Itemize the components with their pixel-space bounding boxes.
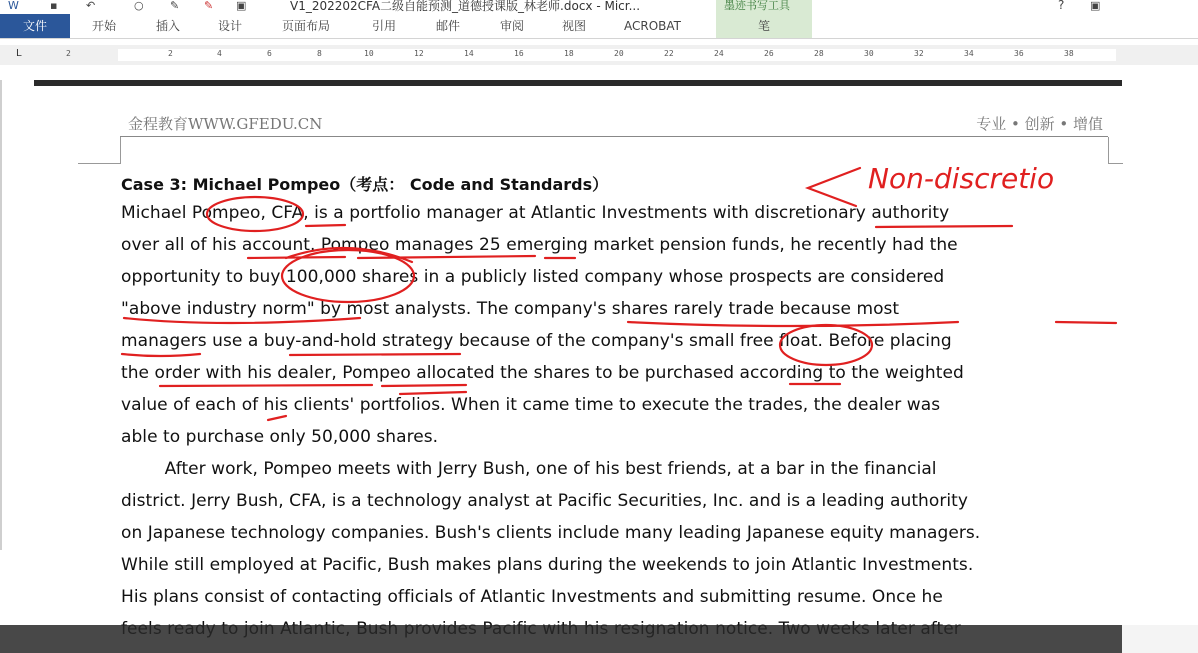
case-title: Case 3: Michael Pompeo（考点： Code and Standards） — [121, 175, 609, 194]
ruler-label: 20 — [614, 49, 624, 58]
body-line: After work, Pompeo meets with Jerry Bush, one of his best friends, at a bar in the financial — [121, 459, 937, 479]
tick-mark — [268, 416, 286, 420]
tab-pen[interactable]: 笔 — [716, 14, 812, 38]
ruler-label: 2 — [168, 49, 173, 58]
ink-tools-group — [716, 0, 812, 14]
ruler-label: 36 — [1014, 49, 1024, 58]
tab-mailings[interactable]: 邮件 — [436, 19, 461, 33]
tab-view[interactable]: 视图 — [562, 19, 587, 33]
ruler-label: 16 — [514, 49, 524, 58]
ruler-label: 4 — [217, 49, 222, 58]
save-icon[interactable]: ▪ — [50, 0, 58, 12]
body-line: opportunity to buy 100,000 shares in a publicly listed company whose prospects are considered — [121, 267, 945, 287]
underline-pompeo-2 — [400, 392, 466, 394]
horizontal-ruler[interactable] — [0, 45, 1198, 65]
underline-managers — [122, 354, 200, 356]
word-app-icon: W — [8, 0, 19, 12]
body-line: on Japanese technology companies. Bush's clients include many leading Japanese equity managers. — [121, 523, 981, 543]
eraser-icon[interactable]: ✎ — [204, 0, 214, 12]
underline-pompeo-manages — [358, 256, 535, 258]
margin-marker-left — [78, 137, 121, 164]
body-line: district. Jerry Bush, CFA, is a technology analyst at Pacific Securities, Inc. and is a leading authority — [121, 491, 968, 511]
tab-page-layout[interactable]: 页面布局 — [282, 19, 331, 33]
ink-tools-label: 墨迹书写工具 — [724, 0, 790, 12]
underline-discretionary — [876, 226, 1012, 227]
ruler-label: 30 — [864, 49, 874, 58]
tab-stop-selector[interactable]: L — [16, 48, 22, 59]
ruler-label: 2 — [66, 49, 71, 58]
header-right-text: 专业 • 创新 • 增值 — [976, 115, 1103, 133]
body-line: His plans consist of contacting officials of Atlantic Investments and submitting resume. Once he — [121, 587, 943, 607]
left-margin-strip — [0, 80, 2, 550]
body-line: value of each of his clients' portfolios. When it came time to execute the trades, the dealer was — [121, 395, 941, 415]
ribbon-tabs — [0, 14, 1198, 39]
ruler-label: 12 — [414, 49, 424, 58]
margin-marker-right — [1108, 137, 1123, 164]
ruler-label: 18 — [564, 49, 574, 58]
bottom-right-panel — [1122, 625, 1198, 653]
ruler-label: 28 — [814, 49, 824, 58]
tab-design[interactable]: 设计 — [218, 19, 243, 33]
ruler-label: 14 — [464, 49, 474, 58]
underline-cfa — [306, 225, 345, 226]
page-header — [128, 113, 1103, 135]
ruler-label: 10 — [364, 49, 374, 58]
tab-insert[interactable]: 插入 — [156, 19, 181, 33]
layout-icon[interactable]: ▣ — [236, 0, 247, 12]
ruler-label: 32 — [914, 49, 924, 58]
tab-acrobat[interactable]: ACROBAT — [624, 19, 681, 33]
pen-icon[interactable]: ✎ — [170, 0, 180, 12]
window-title: V1_202202CFA二级自能预测_道德授课版_林老师.docx - Micr... — [290, 0, 641, 13]
arrow-stroke — [808, 168, 860, 206]
ruler-label: 8 — [317, 49, 322, 58]
ribbon-display-icon[interactable]: ▣ — [1090, 0, 1101, 12]
underline-account — [248, 257, 345, 258]
ruler-label: 38 — [1064, 49, 1074, 58]
underline-rarely-trade — [628, 322, 958, 326]
underline-most — [1056, 322, 1116, 323]
ruler-label: 34 — [964, 49, 974, 58]
undo-icon[interactable]: ↶ — [86, 0, 96, 12]
underline-buy-and-hold — [290, 354, 460, 355]
ruler-label: 6 — [267, 49, 272, 58]
tab-review[interactable]: 审阅 — [500, 19, 525, 33]
tab-file[interactable]: 文件 — [0, 14, 70, 38]
header-rule — [120, 136, 1108, 137]
title-bar — [0, 0, 1198, 14]
handwritten-note: Non-discretio — [868, 162, 1055, 195]
redo-icon[interactable]: ○ — [134, 0, 144, 12]
header-left-text: 金程教育WWW.GFEDU.CN — [128, 115, 323, 133]
body-line: over all of his account. Pompeo manages 25 emerging market pension funds, he recently had the — [121, 235, 958, 255]
underline-order-with-dealer — [160, 385, 372, 386]
body-line: managers use a buy-and-hold strategy because of the company's small free float. Before placing — [121, 331, 952, 351]
ruler-label: 24 — [714, 49, 724, 58]
bottom-overlay-bar — [0, 625, 1122, 653]
tab-home[interactable]: 开始 — [92, 19, 117, 33]
underline-pompeo — [382, 385, 466, 386]
ruler-label: 22 — [664, 49, 674, 58]
body-line: able to purchase only 50,000 shares. — [121, 427, 439, 447]
help-icon[interactable]: ? — [1058, 0, 1065, 12]
page-top-edge — [34, 80, 1122, 86]
body-line: While still employed at Pacific, Bush makes plans during the weekends to join Atlantic Investments. — [121, 555, 974, 575]
body-line: the order with his dealer, Pompeo allocated the shares to be purchased according to the weighted — [121, 363, 964, 383]
body-line: "above industry norm" by most analysts. The company's shares rarely trade because most — [121, 299, 900, 319]
body-line: Michael Pompeo, CFA, is a portfolio manager at Atlantic Investments with discretionary authority — [121, 203, 950, 223]
ruler-label: 26 — [764, 49, 774, 58]
tab-references[interactable]: 引用 — [372, 19, 397, 33]
